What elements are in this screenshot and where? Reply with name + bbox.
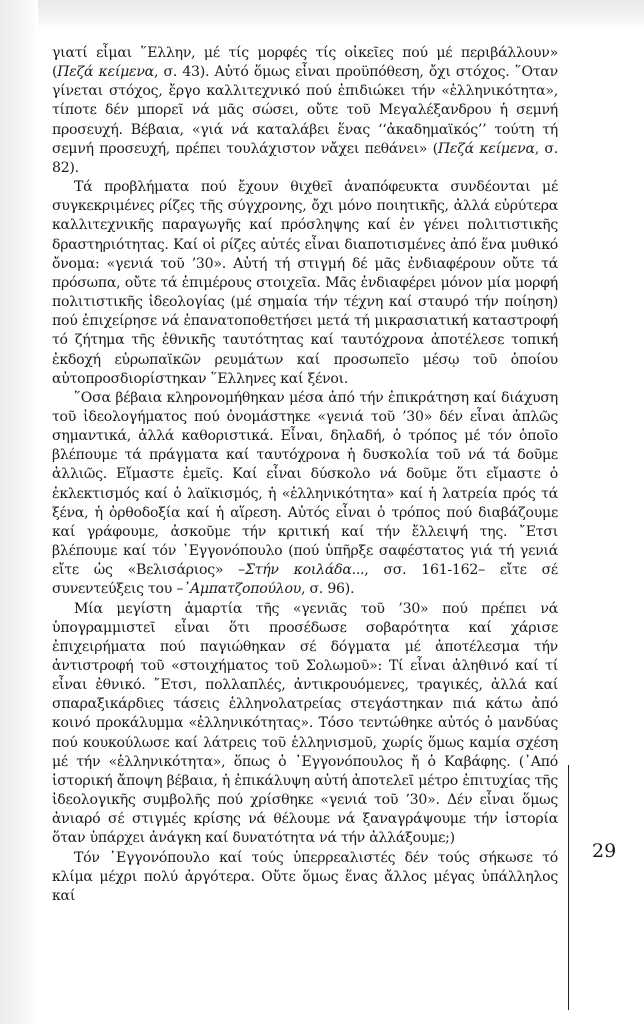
italic-title: ᾽Αμπατζοπούλου: [183, 581, 302, 598]
text-run: Μία μεγίστη ἁμαρτία τῆς «γενιᾶς τοῦ ’30» πού πρέπει νά ὑπογραμμιστεῖ εἶναι ὅτι προσέδωσε σοβαρότητα καί χάρισε ἐπιχειρήματα πού παγιώθηκαν σέ δόγματα μέ ἀποτέλεσμα τήν ἀντιστροφή τοῦ «στοιχήματος τοῦ Σολωμοῦ»: Τί εἶναι ἀληθινό καί τί εἶναι ἐθνικό. ῎Ετσι, πολλαπλές, ἀντικρουόμενες, τραγικές, ἀλλά καί σπαραξικάρδιες τάσεις ἑλληνολατρείας στεγάστηκαν πιά κάτω ἀπό κοινό προκάλυμμα «ἑλληνικότητας». Τόσο τεντώθηκε αὐτός ὁ μανδύας πού κουκούλωσε καί λάτρεις τοῦ ἑλληνισμοῦ, χωρίς ὅμως καμία σχέση μέ τήν «ἑλληνικότητα», ὅπως ὁ ᾽Εγγονόπουλος ἤ ὁ Καβάφης. (᾽Από ἱστορική ἄποψη βέβαια, ἡ ἐπικάλυψη αὐτή ἀποτελεῖ μέτρο ἐπιτυχίας τῆς ἰδεολογικῆς συμβολῆς πού χρίσθηκε «γενιά τοῦ ’30». Δέν εἶναι ὅμως ἀνιαρό σέ στιγμές κρίσης νά θέλουμε νά ξαναγράψουμε τήν ἱστορία ὅταν ὑπάρχει ἀνάγκη καί δυνατότητα νά τήν ἀλλάξουμε;): [52, 600, 558, 847]
text-run: , σ. 82).: [52, 140, 559, 176]
text-run: , σ. 96).: [301, 581, 355, 598]
text-run: γιατί εἶμαι ῞Ελλην, μέ τίς μορφές τίς οἰκεῖες πού μέ περιβάλλουν» (: [52, 45, 558, 81]
paragraph: [52, 389, 558, 600]
paragraph: [52, 44, 558, 178]
paragraph: [52, 849, 558, 906]
page-body-text: [52, 44, 558, 906]
scan-shadow-top: [0, 0, 644, 30]
italic-title: Στήν κοιλάδα...: [244, 562, 365, 579]
paragraph: [52, 178, 558, 389]
italic-title: Πεζά κείμενα: [437, 140, 535, 157]
text-run: Τόν ᾽Εγγονόπουλο καί τούς ὑπερρεαλιστές δέν τούς σήκωσε τό κλίμα μέχρι πολύ ἀργότερα. Οὔτε ὅμως ἕνας ἄλλος μέγας ὑπάλληλος καί: [52, 849, 558, 904]
text-run: Τά προβλήματα πού ἔχουν θιχθεῖ ἀναπόφευκτα συνδέονται μέ συγκεκριμένες ρίζες τῆς σύγχρονης, ὄχι μόνο ποιητικῆς, ἀλλά εὐρύτερα καλλιτεχνικῆς παραγωγῆς καί πρόσληψης καί ἐν γένει πολιτιστικῆς δραστηριότητας. Καί οἱ ρίζες αὐτές εἶναι διαποτισμένες ἀπό ἕνα μυθικό ὄνομα: «γενιά τοῦ ’30». Αὐτή τή στιγμή δέ μᾶς ἐνδιαφέρουν οὔτε τά πρόσωπα, οὔτε τά ἐπιμέρους στοιχεῖα. Μᾶς ἐνδιαφέρει μόνον μία μορφή πολιτιστικῆς ἰδεολογίας (μέ σημαία τήν τέχνη καί σταυρό τήν ποίηση) πού ἐπιχείρησε νά ἐπανατοποθετήσει μετά τή μικρασιατική καταστροφή τό ζήτημα τῆς ἐθνικῆς ταυτότητας καί ταυτόχρονα ἀποτέλεσε τοπική ἐκδοχή εὐρωπαϊκῶν ρευμάτων καί προσωπεῖο μέσῳ τοῦ ὁποίου αὐτοπροσδιορίστηκαν ῞Ελληνες καί ξένοι.: [52, 179, 558, 387]
paragraph: [52, 600, 558, 849]
text-run: , σ. 43). Αὐτό ὅμως εἶναι προϋπόθεση, ὄχι στόχος. ῞Οταν γίνεται στόχος, ἔργο καλλιτεχνικό πού ἐπιδιώκει τήν «ἑλληνικότητα», τίποτε δέν μπορεῖ νά μᾶς σώσει, οὔτε τοῦ Μεγαλέξανδρου ἡ σεμνή προσευχή. Βέβαια, «γιά νά καταλάβει ἕνας ‘‘ἀκαδημαϊκός’’ τούτη τή σεμνή προσευχή, πρέπει τουλάχιστον νἄχει πεθάνει» (: [52, 64, 558, 157]
text-run: ῞Οσα βέβαια κληρονομήθηκαν μέσα ἀπό τήν ἐπικράτηση καί διάχυση τοῦ ἰδεολογήματος πού ὀνομάστηκε «γενιά τοῦ ’30» δέν εἶναι ἁπλῶς σημαντικά, ἀλλά καθοριστικά. Εἶναι, δηλαδή, ὁ τρόπος μέ τόν ὁποῖο βλέπουμε τά πράγματα καί ταυτόχρονα ἡ δυσκολία τοῦ νά τά δοῦμε ἀλλιῶς. Εἴμαστε ἐμεῖς. Καί εἶναι δύσκολο νά δοῦμε ὅτι εἴμαστε ὁ ἐκλεκτισμός καί ὁ λαϊκισμός, ἡ «ἑλληνικότητα» καί ἡ λατρεία πρός τά ξένα, ἡ ὀρθοδοξία καί ἡ αἵρεση. Αὐτός εἶναι ὁ τρόπος πού διαβάζουμε καί γράφουμε, ἀσκοῦμε τήν κριτική καί τήν ἔλλειψή της. ῎Ετσι βλέπουμε καί τόν ᾽Εγγονόπουλο (πού ὑπῆρξε σαφέστατος γιά τή γενιά εἴτε ὡς «Βελισάριος» –: [52, 389, 558, 579]
text-run: , σσ. 161-162– εἴτε σέ συνεντεύξεις του –: [52, 562, 558, 598]
scan-shadow-left: [0, 0, 38, 1024]
page-number: 29: [592, 840, 617, 862]
italic-title: Πεζά κείμενα: [57, 64, 154, 81]
margin-rule: [568, 765, 569, 1010]
